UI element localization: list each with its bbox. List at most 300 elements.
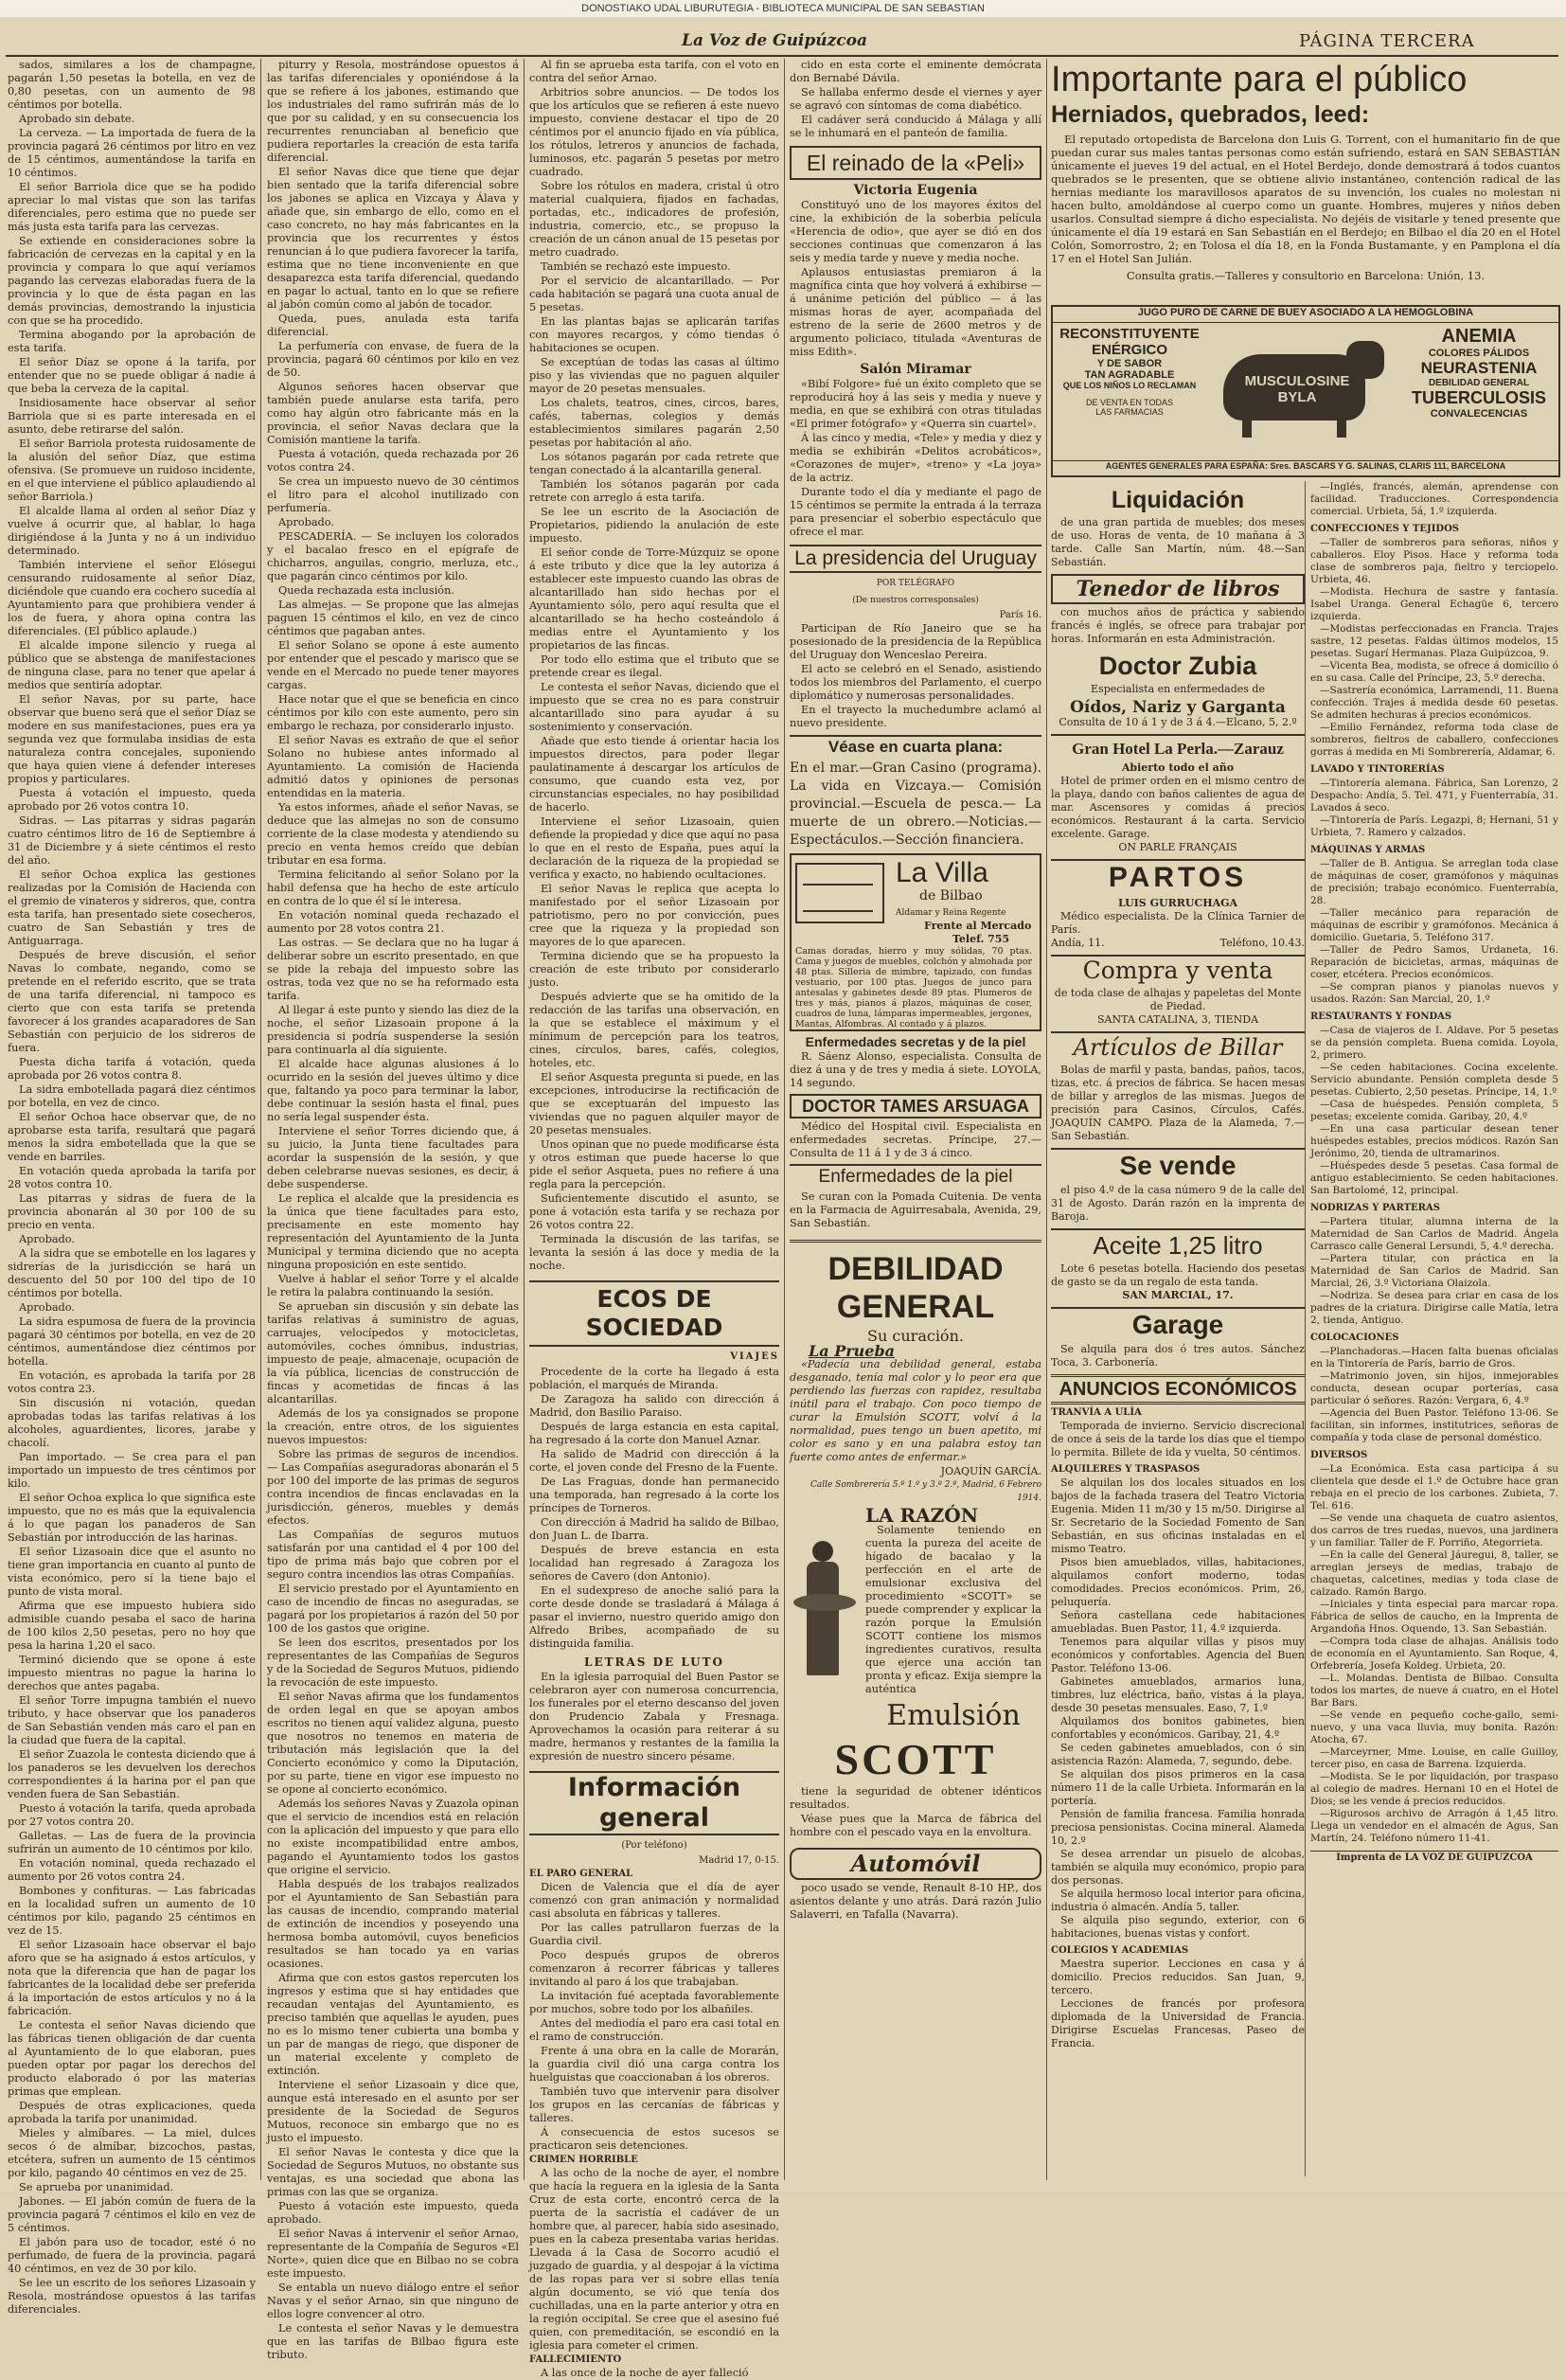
- paragraph: El señor Lizasoain hace observar el bajo aforo que se ha asignado á estos artículos, y nota que la diferencia que han de pagar los fabricantes de la localidad debe ser preferida á la importación de estos artículos y no á la fabricación.: [8, 1939, 256, 2017]
- paragraph: piturry y Resola, mostrándose opuestos á las tarifas diferenciales y oponiéndose á la que se refiere á los jabones, estimando que los industriales del ramo sufrirán más de lo que por su calidad, y en su consecuencia los recurrentes renunciaban al beneficio que pudiera reportarles la creación de esta tarifa diferencial.: [267, 59, 519, 164]
- testimony-address: Calle Sombrerería 5.º 1.º y 3.º 2.º, Madrid, 6 Febrero 1914.: [810, 1480, 1041, 1503]
- paragraph: Puesta á votación, queda rechazada por 26 votos contra 24.: [267, 448, 519, 474]
- alquileres-list: [1051, 1476, 1305, 1941]
- paragraph: —L. Molandas. Dentista de Bilbao. Consulta todos los martes, de nueve á cuatro, en el Hotel Bar Bars.: [1310, 1673, 1558, 1709]
- paragraph: En votación nominal queda rechazado el aumento por 28 votos contra 21.: [267, 909, 519, 935]
- paragraph: Puesta dicha tarifa á votación, queda aprobada por 26 votos contra 8.: [8, 1056, 256, 1082]
- prueba-title: La Prueba: [809, 1342, 896, 1360]
- piel-text: Se curan con la Pomada Cuitenia. De venta en la Farmacia de Aguirresabala, Avenida, 29, San Sebastián.: [790, 1190, 1041, 1229]
- musculosine-right2: COLORES PÁLIDOS: [1428, 348, 1530, 359]
- uruguay-byline2: (De nuestros corresponsales): [852, 596, 979, 605]
- paragraph: —Casa de huéspedes. Pensión completa, 5 pesetas; excelente comida. Garibay, 20, 4.º: [1310, 1099, 1558, 1122]
- paragraph: Puesto á votación este impuesto, queda aprobado.: [267, 2200, 519, 2226]
- paragraph: Se crea un impuesto nuevo de 30 céntimos el litro para el alcohol inutilizado con perfumería.: [267, 475, 519, 514]
- paragraph: Se hallaba enfermo desde el viernes y ayer se agravó con síntomas de coma diabético.: [790, 86, 1041, 112]
- paragraph: Con dirección á Madrid ha salido de Bilbao, don Juan L. de Ibarra.: [529, 1516, 779, 1542]
- diversos-list: [1310, 1463, 1558, 1845]
- cuarta-text: En el mar.—Gran Casino (programa). La vida en Vizcaya.— Comisión provincial.—Escuela de pesca.— La muerte de un obrero.—Noticias.— Espectáculos.—Sección financiera.: [790, 761, 1041, 848]
- paragraph: En votación queda aprobada la tarifa por 28 votos contra 10.: [8, 1165, 256, 1190]
- paragraph: —Partera titular, con práctica en la Maternidad de San Carlos de Madrid. San Marcial, 26, 3.º Victoriana Olaizola.: [1310, 1253, 1558, 1289]
- razon-title: LA RAZÓN: [865, 1504, 978, 1527]
- paragraph: «Bibí Folgore» fué un éxito completo que se reproducirá hoy á las seis y media y nueve y media, en que se exhibirá con otras tituladas «El primer fotógrafo» y «Querra sin cuartel».: [790, 378, 1041, 430]
- paragraph: Interviene el señor Lizasoain y dice que, aunque está interesado en el asunto por ser presidente de la Sociedad de Seguros Mutuos, reconoce sin embargo que no es justo el impuesto.: [267, 2079, 519, 2144]
- r3-list: [1310, 981, 1558, 1006]
- lavado-title: LAVADO Y TINTORERÍAS: [1310, 764, 1445, 775]
- paragraph: Poco después grupos de obreros comenzaron á recorrer fábricas y talleres invitando al paro á los que trabajaban.: [529, 1949, 779, 1988]
- prueba-text: «Padecía una debilidad general, estaba desganado, tenía mal color y lo peor era que perdiendo las fuerzas con rapidez, resultaba inútil para el trabajo. Con poco tiempo de curar la Emulsión SCOTT, volví á la normalidad, pues tengo un buen apetito, mi color es sano y en una palabra estoy tan fuerte como antes de enfermar.»: [790, 1358, 1041, 1463]
- uruguay-title: La presidencia del Uruguay: [790, 545, 1041, 573]
- paragraph: El señor Navas le replica que acepta lo manifestado por el señor Lizasoain por patriotismo, pero no por convicción, pues cree que la riqueza y la propiedad son mayores de lo que aparecen.: [529, 883, 779, 948]
- peli-text: [790, 199, 1041, 359]
- paragraph: Vuelve á hablar el señor Torre y el alcalde le retira la palabra continuando la sesión.: [267, 1273, 519, 1298]
- paragraph: —Modistas perfeccionadas en Francia. Trajes sastre, 12 pesetas. Faldas últimos modelos, 15 pesetas. Sugarí Hermanas. Plaza Guipúzcoa, 9.: [1310, 623, 1558, 659]
- paragraph: Alquilamos dos bonitos gabinetes, bien confortables y económicos. Garibay, 21, 4.º: [1051, 1715, 1305, 1741]
- paragraph: El señor Torre impugna también el nuevo tributo, y hace observar que los panaderos de San Sebastián venden más caro el pan en la ciudad que fuera de la capital.: [8, 1694, 256, 1746]
- ox-illustration: [1204, 335, 1394, 439]
- paragraph: Aprobado.: [19, 1301, 75, 1314]
- masthead-rule: [6, 55, 1558, 57]
- paragraph: Constituyó uno de los mayores éxitos del cine, la exhibición de la soberbia película «Herencia de odio», que ayer se dió en dos secciones continuas que comenzaron á las seis y media tarde y nueve y media noche.: [790, 199, 1041, 264]
- billar-text: Bolas de marfil y pasta, bandas, paños, tacos, tizas, etc. á precios de fábrica. Se hacen mesas de billar y arreglos de las mismas. Juegos de precisión para Casinos, Círculos, Cafés. JOAQUÍN CAMPO. Plaza de la Alameda, 7.—San Sebastián.: [1051, 1064, 1305, 1142]
- debilidad-sub: Su curación.: [867, 1327, 964, 1345]
- paragraph: —Marceyrner, Mme. Louise, en calle Guilloy, tercer piso, en casa de Barrena. Izquierda.: [1310, 1746, 1558, 1770]
- paragraph: Se extiende en consideraciones sobre la fabricación de cervezas en la capital y en la provincia y compara lo que aquí veríamos pagando las cervezas elaboradas fuera de la provincia y lo que de ésta pagan en las demás provincias, demostrando la injusticia con que se ha procedido.: [8, 235, 256, 327]
- paragraph: Se lee un escrito de la Asociación de Propietarios, pidiendo la anulación de este impuesto.: [529, 506, 779, 545]
- paragraph: Se alquila piso segundo, exterior, con 6 habitaciones, buenas vistas y confort.: [1051, 1914, 1305, 1940]
- alquileres-title: ALQUILERES Y TRASPASOS: [1051, 1464, 1201, 1475]
- paragraph: La perfumería con envase, de fuera de la provincia, pagará 60 céntimos por kilo en vez de 50.: [267, 340, 519, 379]
- paragraph: El señor Asquesta pregunta si puede, en las excepciones, introducirse la rectificación de que se exceptuarán del impuesto las viviendas que no paguen alquiler mayor de 20 pesetas mensuales.: [529, 1071, 779, 1136]
- partos-tel: Teléfono, 10.43.: [1219, 937, 1305, 949]
- partos-addr: Andía, 11.: [1051, 937, 1105, 949]
- paragraph: Al fin se aprueba esta tarifa, con el voto en contra del señor Arnao.: [529, 59, 779, 84]
- paragraph: Aprobado.: [19, 1233, 75, 1245]
- paragraph: —Modista. Hechura de sastre y fantasía. Isabel Uranga. General Echagüe 6, tercero izquierda.: [1310, 586, 1558, 622]
- paragraph: Terminada la discusión de las tarifas, se levanta la sesión á las doce y media de la noche.: [529, 1233, 779, 1272]
- vende-title: Se vende: [1051, 1148, 1305, 1182]
- lavado-list: [1310, 778, 1558, 839]
- paragraph: Por todo ello estima que el tributo que se pretende crear es ilegal.: [529, 653, 779, 679]
- paragraph: —Casa de viajeros de I. Aldave. Por 5 pesetas se da pensión completa. Buena comida. Loyola, 2, primero.: [1310, 1025, 1558, 1061]
- maquinas-list: [1310, 858, 1558, 981]
- bed-illustration: [795, 863, 884, 923]
- paragraph: La cerveza. — La importada de fuera de la provincia pagará 26 céntimos por litro en vez de 15 céntimos, aumentándose la tarifa en 10 céntimos.: [8, 127, 256, 179]
- paragraph: El señor Navas afirma que los fundamentos de orden legal en que se apoyan ambos escritos no tienen aquí validez alguna, puesto que nosotros no tenemos en materia de tributación más legislación que la del Concierto económico y como la Diputación, por su parte, tiene en vigor ese impuesto no se opone al concierto económico.: [267, 1691, 519, 1796]
- restaurantes-title: RESTAURANTS Y FONDAS: [1310, 1011, 1452, 1022]
- paragraph: Le replica el alcalde que la presidencia es la única que tiene facultades para esto, precisamente en este momento hay representación del Ayuntamiento de la Junta Municipal y termina diciendo que no acepta ninguna proposición en este sentido.: [267, 1192, 519, 1271]
- paragraph: El alcalde llama al orden al señor Díaz y vuelve á ocurrir que, al hablar, lo haga dirigiéndose á la Junta y no á un individuo determinado.: [8, 505, 256, 557]
- paragraph: El señor Navas, por su parte, hace observar que bueno será que el señor Díaz se modere en sus manifestaciones, pues era ya segunda vez que formulaba insidias de esta naturaleza contra concejales, suponiendo que haya quien viene á defender intereses propios y particulares.: [8, 693, 256, 785]
- paragraph: Después de breve discusión, el señor Navas lo combate, negando, como se pretende en el referido escrito, que se trata de una tarifa diferencial, ni tampoco es cierto que con esta tarifa se pretenda favorecer á los grandes acaparadores de San Sebastián con perjuicio de los sidreros de fuera.: [8, 949, 256, 1054]
- paragraph: Sidras. — Las pitarras y sidras pagarán cuatro céntimos litro de 16 de Septiembre á 31 de Diciembre y á siete céntimos el resto del año.: [8, 814, 256, 867]
- tranvia-title: TRANVÍA A ULÍA: [1051, 1407, 1142, 1418]
- billar-title: Artículos de Billar: [1051, 1031, 1305, 1062]
- info-death: A las once de la noche de ayer falleció: [541, 2367, 749, 2379]
- paragraph: Algunos señores hacen observar que también puede anularse esta tarifa, pero como hay algún otro fabricante más en la provincia, el señor Navas declara que la Comisión mantiene la tarifa.: [267, 381, 519, 446]
- page-label: PÁGINA TERCERA: [1299, 31, 1475, 51]
- musculosine-foot: AGENTES GENERALES PARA ESPAÑA: Sres. BASCARS Y G. SALINAS, CLARIS 111, BARCELONA: [1053, 460, 1558, 475]
- paragraph: Puesta á votación el impuesto, queda aprobado por 26 votos contra 10.: [8, 787, 256, 813]
- paragraph: Se ceden gabinetes amueblados, con ó sin asistencia Razón: Alameda, 7, segundo, debe.: [1051, 1742, 1305, 1767]
- paragraph: También interviene el señor Elósegui censurando ruidosamente al señor Díaz, diciéndole que cuando era cochero sucedía al Ayuntamiento para que prohibiera vender á los de fuera, y ahora opina contra las diferenciales. (El público aplaude.): [8, 559, 256, 637]
- paragraph: La sidra espumosa de fuera de la provincia pagará 30 céntimos por botella, en vez de 20 céntimos, aumentándose diez céntimos por botella.: [8, 1315, 256, 1368]
- paragraph: —Taller de B. Antigua. Se arreglan toda clase de máquinas de coser, gramófonos y máquinas de precisión; trabajo económico. Fuenterrabía, 28.: [1310, 858, 1558, 906]
- paragraph: Lecciones de francés por profesora diplomada de la Universidad de Francia. Dirigirse Escuelas Francesas, Paseo de Francia.: [1051, 1997, 1305, 2049]
- info-items: [529, 1881, 779, 2153]
- paragraph: Jabones. — El jabón común de fuera de la provincia pagará 7 céntimos el kilo en vez de 5 céntimos.: [8, 2195, 256, 2234]
- paragraph: —Inglés, francés, alemán, aprendense con facilidad. Traducciones. Correspondencia comercial. Urbieta, 5á, 1.º izquierda.: [1310, 481, 1558, 517]
- sociedad-items: [529, 1366, 779, 1651]
- paragraph: Unos opinan que no puede modificarse ésta y otros estiman que puede hacerse lo que pide el señor Asqueta, pues no refiere á una regla para la percepción.: [529, 1138, 779, 1190]
- miramar-text: [790, 378, 1041, 539]
- paragraph: Terminó diciendo que se opone á este impuesto mientras no pague la harina lo derechos que antes pagaba.: [8, 1654, 256, 1692]
- musculosine-left1: RECONSTITUYENTE: [1059, 326, 1200, 342]
- musculosine-left2: ENÉRGICO: [1091, 342, 1167, 358]
- paragraph: —Compra toda clase de alhajas. Análisis todo de economía en el Ayuntamiento. San Roque, 4, Orfebrería, Josefa Koldeg. Urbieta, 20.: [1310, 1636, 1558, 1672]
- tames-title: DOCTOR TAMES ARSUAGA: [790, 1094, 1041, 1118]
- paragraph: Durante todo el día y mediante el pago de 15 céntimos se permite la entrada á la terraza para presenciar el soberbio espectáculo que ofrece el mar.: [790, 486, 1041, 538]
- paragraph: También los sótanos pagarán por cada retrete con arreglo á esta tarifa.: [529, 478, 779, 504]
- paragraph: Interviene el señor Torres diciendo que, á su juicio, la Junta tiene facultades para acordar la suspensión de la sesión, y que deben celebrarse nuevas sesiones, es decir, á debe suspenderse.: [267, 1125, 519, 1190]
- paragraph: —Se vende una chaqueta de cuatro asientos, dos carros de tres ruedas, nuevos, una jardinera y un familiar. Taller de F. Porriño, Ategorrieta.: [1310, 1512, 1558, 1548]
- paragraph: Gabinetes amueblados, armarios luna, timbres, luz eléctrica, baño, vistas á la playa, desde 30 pesetas mensuales. Easo, 7, 1.º: [1051, 1675, 1305, 1714]
- paragraph: El señor Navas á intervenir el señor Arnao, representante de la Compañía de Seguros «El Norte», quien dice que en Bilbao no se cobra este impuesto.: [267, 2228, 519, 2280]
- paragraph: Mieles y almíbares. — La miel, dulces secos ó de almíbar, bizcochos, pastas, etcétera, sufren un aumento de 15 céntimos por kilo, pagando 40 céntimos en vez de 25.: [8, 2127, 256, 2179]
- paragraph: De Zaragoza ha salido con dirección á Madrid, don Basilio Paraiso.: [529, 1393, 779, 1419]
- uruguay-byline: POR TELÉGRAFO: [876, 579, 955, 588]
- aceite-text: Lote 6 pesetas botella. Haciendo dos pesetas de gasto se da un regalo de esta tanda.: [1051, 1262, 1305, 1288]
- paragraph: —Se ceden habitaciones. Cocina excelente. Servicio abundante. Pensión completa desde 5 pesetas. Cubierto, 2,50 pesetas. Príncipe, 14, 1.º: [1310, 1062, 1558, 1098]
- paragraph: Puesto á votación la tarifa, queda aprobada por 27 votos contra 20.: [8, 1802, 256, 1828]
- herniados-text: El reputado ortopedista de Barcelona don Luis G. Torrent, con el humanitario fin de que puedan curar sus males tantas personas como están sufriendo, estará en SAN SEBASTIÁN únicamente el jueves 19 del actual, en el Hotel Berdejo, donde demostrará á todos cuantos quebrados se le presenten, que se obtiene alivio instantáneo, contención radical de las hernias mediante los maravillosos aparatos de su invención, los cuales no molestan ni hacen bulto, amoldándose al cuerpo como un guante. Hombres, mujeres y niños deben usarlos. Consultad siempre á dicho especialista. No dejéis de visitarle y tened presente que únicamente el día 19 estará en San Sebastián en el Berdejo; en Bilbao el día 20 en el Hotel Colón, Somorrostro, 2; en Tolosa el día 18, en la Fonda Bustamante, y en Pamplona el día 17 en el Hotel San Julián.: [1051, 133, 1560, 265]
- column-3: [529, 59, 779, 2379]
- villa-sub2: Aldamar y Reina Regente: [896, 908, 1006, 918]
- paragraph: En las plantas bajas se aplicarán tarifas con mayores recargos, y cómo tiendas ó habitaciones se ocupen.: [529, 315, 779, 354]
- ads-column: [1051, 481, 1306, 2176]
- paragraph: —Huéspedes desde 5 pesetas. Casa formal de antiguo establecimiento. Se ceden habitaciones. San Bartolomé, 12, principal.: [1310, 1160, 1558, 1196]
- compra-title: Compra y venta: [1051, 955, 1305, 985]
- villa-sub: de Bilbao: [919, 888, 983, 904]
- paragraph: De Las Fraguas, donde han permanecido una temporada, han regresado á la corte los príncipes de Torneros.: [529, 1476, 779, 1514]
- paragraph: —Iniciales y tinta especial para marcar ropa. Fábrica de sellos de caucho, en la Imprenta de Argandoña Hnos. Oquendo, 13. San Sebastián.: [1310, 1599, 1558, 1635]
- compra-addr: SANTA CATALINA, 3, TIENDA: [1096, 1013, 1259, 1026]
- testimony-signature: JOAQUÍN GARCÍA.: [940, 1465, 1041, 1477]
- liquidacion-title: Liquidación: [1111, 487, 1245, 513]
- paragraph: —Tintorería alemana. Fábrica, San Lorenzo, 2 Despacho: Andía, 5. Tel. 471, y Fuenterrabía, 31. Lavados á seco.: [1310, 778, 1558, 814]
- info-byline: (Por teléfono): [621, 1840, 687, 1851]
- paragraph: —Nodriza. Se desea para criar en casa de los padres de la criatura. Dirigirse calle Matía, letra 2, tienda, Antiguo.: [1310, 1290, 1558, 1326]
- info-crime: A las ocho de la noche de ayer, el nombre que hacía la reguera en la iglesia de la Santa Cruz de esta corte, encontró cerca de la puerta de la sacristía el cadáver de un hombre que, al parecer, había sido asesinado, pues en la cabeza presentaba varias heridas. Llevada á la Casa de Socorro acudió el juzgado de guardia, y al despojar á la víctima de las ropas para ver si sobre ellas tenía algún documento, se vió que tenía dos cuchilladas, una en la parte anterior y otra en la región occipital. Se cree que el asesino fué quien, con premeditación, se escondió en la iglesia para cometer el crimen.: [529, 2167, 779, 2352]
- perla-sub: Abierto todo el año: [1121, 761, 1235, 774]
- paragraph: Frente á una obra en la calle de Morarán, la guardia civil dió una carga contra los huelguistas que coaccionaban á los obreros.: [529, 2045, 779, 2084]
- importante-title: Importante para el público: [1051, 60, 1468, 99]
- scott-text: tiene la seguridad de obtener idénticos resultados.: [790, 1785, 1041, 1811]
- tranvia-text: Temporada de invierno. Servicio discrecional de once á seis de la tarde los días que el tiempo lo permita. Billete de ida y vuelta, 50 céntimos.: [1051, 1420, 1305, 1458]
- paragraph: El jabón para uso de tocador, esté ó no perfumado, de fuera de la provincia, pagará 40 céntimos, en vez de 30 por kilo.: [8, 2236, 256, 2275]
- paragraph: En votación nominal, queda rechazado el aumento por 26 votos contra 24.: [8, 1857, 256, 1883]
- paragraph: Además los señores Navas y Zuazola opinan que el servicio de incendios está en relación con la aplicación del impuesto y que para ello no existe incompatibilidad entre ambos, pagando el Ayuntamiento todos los gastos que origine el servicio.: [267, 1798, 519, 1876]
- musculosine-right3: NEURASTENIA: [1420, 359, 1538, 377]
- peli-subtitle: Victoria Eugenia: [853, 183, 978, 198]
- paragraph: La sidra embotellada pagará diez céntimos por botella, en vez de cinco.: [8, 1083, 256, 1109]
- fish-icon: [793, 1594, 856, 1611]
- cuarta-title: Véase en cuarta plana:: [790, 735, 1041, 758]
- paragraph: El señor Barriola protesta ruidosamente de la alusión del señor Díaz, que estima ofensiva. (Se promueve un ruidoso incidente, en el que interviene el público aplaudiendo al señor Barriola.): [8, 438, 256, 503]
- paragraph: Los chalets, teatros, cines, circos, bares, cafés, tabernas, colegios y demás establecimientos similares pagarán 2,50 pesetas por habitación al año.: [529, 397, 779, 449]
- villa-text: Camas doradas, hierro y muy sólidas, 70 ptas. Cama y juegos de muebles, colchón y almohada por 48 ptas. Silleria de mimbre, tapizado, con fundas vestuario, por 100 ptas. Juegos de junco para antesalas y gabinetes desde 89 ptas. Plumeros de tres y más, pianos á plazos, máquinas de coser, cuadros de luna, lámparas impermeables, jergones, Mantas, Alfombras. Al contado y á plazos.: [795, 946, 1032, 1029]
- paragraph: El señor Solano se opone á este aumento por entender que el pescado y marisco que se vende en el Mercado no puede tener mayores cargas.: [267, 639, 519, 691]
- compra-text: de toda clase de alhajas y papeletas del Monte de Piedad.: [1054, 987, 1302, 1012]
- automovil-text: poco usado se vende, Renault 8-10 HP., dos asientos delante y uno atrás. Dará razón Julio Salaverri, en Tafalla (Navarra).: [790, 1882, 1041, 1921]
- paragraph: Suficientemente discutido el asunto, se pone á votación esta tarifa y se rechaza por 26 votos contra 22.: [529, 1192, 779, 1231]
- paragraph: Después de breve estancia en esta localidad han regresado á Zaragoza los señores de Cavero (don Antonio).: [529, 1544, 779, 1583]
- paragraph: Se entabla un nuevo diálogo entre el señor Navas y el señor Arnao, sin que ninguno de ellos logre convencer al otro.: [267, 2282, 519, 2320]
- secretas-text: R. Sáenz Alonso, especialista. Consulta de diez á una y de tres y media á siete. LOYOLA, 14 segundo.: [790, 1050, 1041, 1089]
- scott-word: Emulsión: [886, 1699, 1021, 1732]
- zubia-consulta: Consulta de 10 á 1 y de 3 á 4.—Elcano, 5, 2.º: [1059, 716, 1297, 728]
- paragraph: —Partera titular, alumna interna de la Maternidad de San Carlos de Madrid. Ángela Carrasco calle General Lersundi, 5, 4.º derecha.: [1310, 1216, 1558, 1252]
- paragraph: Al llegar á este punto y siendo las diez de la noche, el señor Lizasoain propone á la presidencia si podría suspenderse la sesión para continuarla al día siguiente.: [267, 1004, 519, 1056]
- paragraph: El señor Navas es extraño de que el señor Solano no hubiese antes informado al Ayuntamiento. La comisión de Hacienda admitió datos y opiniones de personas entendidas en la materia.: [267, 734, 519, 799]
- musculosine-brand: MUSCULOSINE BYLA: [1244, 373, 1350, 405]
- herniados-ad: [1051, 59, 1560, 305]
- partos-text: Médico especialista. De la Clínica Tarnier de París.: [1051, 910, 1305, 936]
- paragraph: Pisos bien amueblados, villas, habitaciones, alquilamos confort moderno, todas comodidades. Precios económicos. Prim, 26, peluquería.: [1051, 1556, 1305, 1608]
- paragraph: El señor Navas le contesta y dice que la Sociedad de Seguros Mutuos, no obstante sus ventajas, es una sociedad que abona las primas con las que se organiza.: [267, 2146, 519, 2198]
- paragraph: Hace notar que el que se beneficia en cinco céntimos por kilo con este aumento, pero sin embargo le rechaza, por considerarlo injusto.: [267, 693, 519, 732]
- paragraph: Afirma que ese impuesto hubiera sido admisible cuando pesaba el saco de harina de 100 kilos 2,50 pesetas, pero no hoy que pesa la harina 1,20 el saco.: [8, 1600, 256, 1652]
- column-rule: [524, 59, 525, 2180]
- musculosine-right4: DEBILIDAD GENERAL: [1428, 378, 1530, 388]
- paragraph: Aplausos entusiastas premiaron á la magnífica cinta que hoy volverá á exhibirse — á unánime petición del público — á las mismas horas de ayer, acompañada del estreno de la serie de 2600 metros y de argumento policiaco, titulada «Aventuras de miss Edith».: [790, 266, 1041, 358]
- peli-title: El reinado de la «Peli»: [790, 146, 1041, 180]
- musculosine-left3: Y DE SABOR: [1096, 358, 1163, 369]
- paragraph: A la sidra que se embotelle en los lagares y sidrerías de la jurisdicción se hará un descuento del 50 por 100 del tipo de 10 céntimos por botella.: [8, 1247, 256, 1299]
- info-title: Información general: [529, 1771, 779, 1835]
- column-1: [8, 59, 256, 2316]
- razon-text: Solamente teniendo en cuenta la pureza del aceite de hígado de bacalao y la perfección en el arte de emulsionar exclusiva del procedimiento «SCOTT» se puede comprender y explicar la razón porque la Emulsión SCOTT contiene los mismos ingredientes curativos, resulta que ejerce una acción tan pronta y eficaz. Exija siempre la auténtica: [865, 1524, 1041, 1695]
- paragraph: Pan importado. — Se crea para el pan importado un impuesto de tres céntimos por kilo.: [8, 1451, 256, 1490]
- paragraph: PESCADERÍA. — Se incluyen los colorados y el bacalao fresco en el epígrafe de chicharros, anguilas, congrio, merluza, etc., que pagarán cinco céntimos por kilo.: [267, 530, 519, 582]
- paragraph: El señor Navas dice que tiene que dejar bien sentado que la tarifa diferencial sobre los jabones se aplica en Vizcaya y Álava y añade que, sin embargo de ello, como en el caso concreto, no hay más fabricantes en la provincia que los recurrentes y éstos renuncian á lo que pudiera favorecer la tarifa, estima que no tiene inconveniente en que desaparezca esta tarifa diferencial, quedando en pagar lo actual, tanto en lo que se refiere al jabón común como al jabón de tocador.: [267, 166, 519, 311]
- paragraph: —Taller de Pedro Samos, Urdaneta, 16. Reparación de bicicletas, armas, máquinas de coser, etcétera. Precios económicos.: [1310, 944, 1558, 980]
- col3-top: [529, 59, 779, 1273]
- paragraph: Sin discusión ni votación, quedan aprobadas todas las tarifas relativas á los alcoholes, aguardientes, licores, jarabe y chacolí.: [8, 1397, 256, 1449]
- paragraph: —Vicenta Bea, modista, se ofrece á domicilio ó en su casa. Calle del Príncipe, 23, 5.º derecha.: [1310, 660, 1558, 684]
- garage-text: Se alquila para dos ó tres autos. Sánchez Toca, 3. Carbonería.: [1051, 1343, 1305, 1369]
- secretas-title: Enfermedades secretas y de la piel: [805, 1034, 1026, 1049]
- musculosine-left6: DE VENTA EN TODAS: [1085, 398, 1174, 407]
- paragraph: Sobre los rótulos en madera, cristal ú otro material cualquiera, fijados en fachadas, portadas, etc., indicadores de profesión, industria, comercio, etc., se propuso la creación de un cánon anual de 15 pesetas por metro cuadrado.: [529, 180, 779, 259]
- paragraph: —Rigurosos archivo de Arragón á 1,45 litro. Llega un vendedor en el almacén de Agus, San Martín, 24. Teléfono número 11-41.: [1310, 1808, 1558, 1844]
- paragraph: El señor Barriola dice que se ha podido apreciar lo mal vistas que son las tarifas diferenciales, pero estima que no puede ser más justa esta tarifa para las cervezas.: [8, 181, 256, 233]
- paragraph: Después advierte que se ha omitido de la redacción de las tarifas una observación, en la que se establece el máximum y el mínimum de percepción para los teatros, cines, círculos, bares, cafés, colegios, hoteles, etc.: [529, 991, 779, 1069]
- perla-foot: ON PARLE FRANÇAIS: [1118, 841, 1237, 853]
- herniados-title: Herniados, quebrados, leed:: [1051, 101, 1370, 128]
- paragraph: La invitación fué aceptada favorablemente por muchos, sobre todo por los albañiles.: [529, 1990, 779, 2015]
- column-rule: [784, 59, 785, 2180]
- luto-title: LETRAS DE LUTO: [584, 1655, 724, 1669]
- paragraph: El cadáver será conducido á Málaga y allí se le inhumará en el panteón de familia.: [790, 114, 1041, 139]
- perla-text: Hotel de primer orden en el mismo centro de la playa, dando con baños calientes de agua de mar. Ascensores y comidas á precios económicos. Restaurant á la carta. Servicio excelente. Garage.: [1051, 775, 1305, 840]
- paragraph: El señor Ochoa hace observar que, de no aprobarse esta tarifa, resultará que pagará menos la sidra embotellada que la que se vende en barriles.: [8, 1111, 256, 1163]
- paragraph: Además de los ya consignados se propone la creación, entre otros, de los siguientes nuevos impuestos:: [267, 1407, 519, 1446]
- col4-top: [790, 59, 1041, 140]
- paragraph: Le contesta el señor Navas y le demuestra que en las tarifas de Bilbao figura este tributo.: [267, 2322, 519, 2361]
- paragraph: Le contesta el señor Navas, diciendo que el impuesto que se crea no es para construir alcantarillado sino para ayudar á su sostenimiento y conservación.: [529, 681, 779, 733]
- info-date: Madrid 17, 0-15.: [699, 1855, 779, 1866]
- paragraph: Termina diciendo que se ha propuesto la creación de este tributo por considerarlo justo.: [529, 950, 779, 989]
- paragraph: El señor Lizasoain dice que el asunto no tiene gran importancia en cuanto al punto de vista económico, pero sí la tiene bajo el punto de vista moral.: [8, 1546, 256, 1598]
- paragraph: Á las cinco y media, «Tele» y media y diez y media se exhibirán «Delitos acrobáticos», «Corazones de mujer», «treno» y «La joya» de la actriz.: [790, 432, 1041, 484]
- masthead-title: La Voz de Guipúzcoa: [682, 31, 867, 50]
- paragraph: Por el servicio de alcantarillado. — Por cada habitación se pagará una cuota anual de 5 pesetas.: [529, 275, 779, 313]
- aceite-title: Aceite 1,25 litro: [1051, 1228, 1305, 1261]
- info-head-crimen: CRIMEN HORRIBLE: [529, 2155, 638, 2165]
- colocaciones-title: COLOCACIONES: [1310, 1333, 1399, 1343]
- paragraph: —Modista. Se le por liquidación, por traspaso al colegio de madres. Hernani 10 en el Hotel de Dios; se les vende á precios reducidos.: [1310, 1771, 1558, 1807]
- scott-man-fish-logo: [790, 1537, 860, 1717]
- paragraph: El señor Zuazola le contesta diciendo que á los panaderos se les devuelven los derechos correspondientes á la harina por el pan que venden fuera de San Sebastián.: [8, 1748, 256, 1800]
- paragraph: Á consecuencia de estos sucesos se practicaron seis detenciones.: [529, 2126, 779, 2152]
- paragraph: Después de larga estancia en esta capital, ha regresado á la corte don Manuel Aznar.: [529, 1421, 779, 1446]
- colocaciones-list: [1310, 1346, 1558, 1444]
- automovil-title: Automóvil: [790, 1848, 1041, 1880]
- partos-title: PARTOS: [1051, 859, 1305, 895]
- paragraph: Aprobado.: [278, 516, 334, 528]
- zubia-sub: Oídos, Nariz y Garganta: [1070, 698, 1286, 717]
- paragraph: Queda rechazada esta inclusión.: [278, 584, 454, 597]
- herniados-consulta: Consulta gratis.—Talleres y consultorio en Barcelona: Unión, 13.: [1126, 269, 1486, 282]
- villa-title: La Villa: [896, 857, 988, 888]
- tenedor-text: con muchos años de práctica y sabiendo francés é inglés, se ofrece para trabajar por horas. Informarán en esta Administración.: [1051, 606, 1305, 645]
- paragraph: El alcalde hace algunas alusiones á lo ocurrido en la sesión del jueves último y dice que, faltando ya poco para terminar la labor, debe continuar la sesión hasta el final, pues no sería legal suspender ésta.: [267, 1058, 519, 1123]
- villa-telef: Telef. 755: [952, 933, 1010, 945]
- paragraph: —Se vende en pequeño coche-gallo, semi-nuevo, y una vaca lluvia, muy bonita. Razón: Atocha, 67.: [1310, 1709, 1558, 1745]
- paragraph: Las ostras. — Se declara que no ha lugar á deliberar sobre un escrito presentado, en que se pide la rebaja del impuesto sobre las ostras, toda vez que no se ha reformado esta tarifa.: [267, 937, 519, 1002]
- paragraph: —Tintorería de París. Legazpi, 8; Hernani, 51 y Urbieta, 7. Ramero y calzados.: [1310, 814, 1558, 838]
- paragraph: Le contesta el señor Navas diciendo que las fábricas tienen obligación de dar cuenta al Ayuntamiento de lo que elaboran, pues pueden optar por pagar los derechos del producto elaborado ó por las materias primas que emplean.: [8, 2019, 256, 2098]
- paragraph: Arbitrios sobre anuncios. — De todos los que los artículos que se refieren á este nuevo impuesto, conviene destacar el tipo de 20 céntimos por el anuncio fijado en vía pública, los rótulos, letreros y anuncios de fachada, luminosos, etc. pagarán 5 pesetas por metro cuadrado.: [529, 86, 779, 178]
- paragraph: Afirma que con estos gastos repercuten los ingresos y estima que si hay entidades que recaudan ventajas del Ayuntamiento, es preciso también que aquellas le ayuden, pues no es lo mismo tener cubierta una bomba y un par de mangas de riego, que disponer de un material excelente y completo de extinción.: [267, 1972, 519, 2077]
- paragraph: Aprobado sin debate.: [19, 113, 135, 125]
- diversos-title: DIVERSOS: [1310, 1450, 1368, 1460]
- paragraph: Se aprueban sin discusión y sin debate las tarifas relativas á suministro de aguas, carruajes, velocípedos y motocicletas, automóviles, coches ómnibus, industrias, impuesto de peaje, almacenaje, ocupación de la vía pública, licencias de construcción de fincas y acometidas de fincas á las alcantarillas.: [267, 1300, 519, 1405]
- paragraph: —Taller de sombreros para señoras, niños y caballeros. Eloy Pisos. Hace y reforma toda clase de sombreros paja, fieltro y terciopelo. Urbieta, 46.: [1310, 537, 1558, 585]
- paragraph: El servicio prestado por el Ayuntamiento en caso de incendio de fincas no aseguradas, se pagará por los propietarios á razón del 50 por 100 de los gastos que origine.: [267, 1583, 519, 1635]
- liquidacion-text: de una gran partida de muebles; dos meses de uso. Horas de venta, de 10 mañana á 3 tarde. Calle San Martín, núm. 48.—San Sebastián.: [1051, 516, 1305, 568]
- paragraph: —La Económica. Esta casa participa á su clientela que desde el 1.º de Octubre hace gran rebaja en el precio de los carbones. Zubieta, 7. Tel. 616.: [1310, 1463, 1558, 1512]
- paragraph: Antes del mediodía el paro era casi total en el ramo de construcción.: [529, 2017, 779, 2043]
- paragraph: Por las calles patrullaron fuerzas de la Guardia civil.: [529, 1922, 779, 1947]
- paragraph: El señor Díaz se opone á la tarifa, por entender que no se puede obligar á nadie á que beba la cerveza de la capital.: [8, 356, 256, 395]
- column-rule: [1046, 59, 1047, 2180]
- paragraph: Las pitarras y sidras de fuera de la provincia abonarán al 30 por 100 de su precio en venta.: [8, 1192, 256, 1231]
- paragraph: También tuvo que intervenir para disolver los grupos en las cercanías de fábricas y talleres.: [529, 2085, 779, 2124]
- paragraph: Queda, pues, anulada esta tarifa diferencial.: [267, 313, 519, 338]
- paragraph: Se alquilan dos pisos primeros en la casa número 11 de la calle Urbieta. Informarán en la portería.: [1051, 1768, 1305, 1807]
- musculosine-right1: ANEMIA: [1441, 326, 1517, 347]
- luto-text: En la iglesia parroquial del Buen Pastor se celebraron ayer con numerosa concurrencia, los funerales por el eterno descanso del joven don Prudencio Zabala y Fresnaga. Aprovechamos la ocasión para reiterar á su madre, hermanos y restantes de la familia la expresión de nuestro sincero pésame.: [529, 1671, 779, 1763]
- perla-title: Gran Hotel La Perla.—Zarauz: [1051, 734, 1305, 760]
- paragraph: —En una casa particular desean tener huéspedes estables, precios módicos. Razón San Jerónimo, 20, tienda de ultramarinos.: [1310, 1123, 1558, 1159]
- uruguay-date: París 16.: [999, 610, 1041, 620]
- paragraph: Galletas. — Las de fuera de la provincia sufrirán un aumento de 10 céntimos por kilo.: [8, 1830, 256, 1855]
- info-head-paro: EL PARO GENERAL: [529, 1869, 633, 1879]
- aceite-addr: SAN MARCIAL, 17.: [1122, 1289, 1234, 1301]
- musculosine-ad: [1051, 305, 1560, 477]
- paragraph: Se alquila hermoso local interior para oficina, industria ó almacén. Andía 5, taller.: [1051, 1888, 1305, 1913]
- piel-title: Enfermedades de la piel: [790, 1164, 1041, 1189]
- paragraph: Se desea arrendar un pisuelo de alcobas, también se alquila muy económico, propio para dos personas.: [1051, 1848, 1305, 1887]
- paragraph: Sobre las primas de seguros de incendios. — Las Compañías aseguradoras abonarán el 5 por 100 del importe de las primas de seguros contra incendios de fincas enclavadas en la jurisdicción, géneros, muebles y demás efectos.: [267, 1448, 519, 1527]
- musculosine-line1: JUGO PURO DE CARNE DE BUEY ASOCIADO A LA HEMOGLOBINA: [1053, 307, 1558, 323]
- paragraph: En el sudexpreso de anoche salió para la corte desde donde se trasladará á Málaga á pasar el invierno, nuestro querido amigo don Alfredo Bribes, acompañado de su distinguida familia.: [529, 1584, 779, 1650]
- paragraph: Las almejas. — Se propone que las almejas paguen 15 céntimos el kilo, en vez de cinco céntimos que pagaban antes.: [267, 599, 519, 637]
- paragraph: Se lee un escrito de los señores Lizasoain y Resola, mostrándose opuestos á las tarifas diferenciales.: [8, 2277, 256, 2316]
- scott-text2: Véase pues que la Marca de fábrica del hombre con el pescado vaya en la envoltura.: [790, 1813, 1041, 1838]
- paragraph: —Emilio Fernández, reforma toda clase de sombreros, fieltros de caballero, confecciones gorras á medida en Mi Sombrerería, Aldamar, 6.: [1310, 722, 1558, 758]
- villa-ad: [790, 853, 1041, 1031]
- paragraph: Las Compañías de seguros mutuos satisfarán por una cantidad el 4 por 100 del tipo de prima más bajo que cobren por el seguro contra incendios las otras Compañías.: [267, 1529, 519, 1581]
- archive-header: DONOSTIAKO UDAL LIBURUTEGIA - BIBLIOTECA MUNICIPAL DE SAN SEBASTIAN: [0, 0, 1566, 17]
- paragraph: En el trayecto la muchedumbre aclamó al nuevo presidente.: [790, 704, 1041, 729]
- paragraph: Bombones y confituras. — Las fabricadas en la localidad sufren un aumento de 10 céntimos por kilo, pagando 25 céntimos en vez de 15.: [8, 1885, 256, 1937]
- tames-text: Médico del Hospital civil. Especialista en enfermedades secretas. Príncipe, 27.—Consulta de 11 á 1 y de 3 á cinco.: [790, 1120, 1041, 1159]
- paragraph: Habla después de los trabajos realizados por el Ayuntamiento de San Sebastián para las causas de incendio, comprando material de extinción de incendios y poseyendo una hermosa bomba automóvil, cuyos beneficios resultados se han tocado ya en varias ocasiones.: [267, 1878, 519, 1970]
- paragraph: Señora castellana cede habitaciones amuebladas. Buen Pastor, 11, 4.º izquierda.: [1051, 1609, 1305, 1635]
- imprenta: Imprenta de LA VOZ DE GUIPÚZCOA: [1310, 1851, 1558, 1864]
- paragraph: —Agencia del Buen Pastor. Teléfono 13-06. Se facilitan, sin informes, institutrices, señoras de compañía y toda clase de personal doméstico.: [1310, 1407, 1558, 1443]
- paragraph: —Sastrería económica, Larramendi, 11. Buena confección. Trajes á medida desde 60 pesetas. Se admiten hechuras á precios económicos.: [1310, 685, 1558, 721]
- musculosine-right6: CONVALECENCIAS: [1430, 408, 1528, 420]
- tenedor-title: Tenedor de libros: [1051, 574, 1305, 604]
- paragraph: El alcalde impone silencio y ruega al público que se abstenga de manifestaciones de ninguna clase, para no tener que apelar á medios que sentiría adoptar.: [8, 639, 256, 691]
- paragraph: Insidiosamente hace observar al señor Barriola que si es parte interesada en el asunto, debe retirarse del salón.: [8, 397, 256, 436]
- sociedad-title: ECOS DE SOCIEDAD: [529, 1280, 779, 1347]
- column-2: [267, 59, 519, 2361]
- paragraph: El señor conde de Torre-Múzquiz se opone á este tributo y dice que la ley autoriza á establecer este impuesto cuando las obras de alcantarillado han sido hechas por el Ayuntamiento sólo, pero aquí resulta que el alcantarillado se ha hecho costeándolo á medias entre el Ayuntamiento y los propietarios de las fincas.: [529, 546, 779, 652]
- paragraph: —Planchadoras.—Hacen falta buenas oficialas en la Tintorería de París, barrio de Gros.: [1310, 1346, 1558, 1369]
- villa-frente: Frente al Mercado: [924, 920, 1032, 932]
- paragraph: —Se compran pianos y pianolas nuevos y usados. Razón: San Marcial, 20, 1.º: [1310, 981, 1558, 1005]
- miramar-title: Salón Miramar: [860, 362, 971, 377]
- vende-text: el piso 4.º de la casa número 9 de la calle del 31 de Agosto. Darán razón en la imprenta de Baroja.: [1051, 1184, 1305, 1223]
- musculosine-left7: LAS FARMACIAS: [1095, 407, 1164, 417]
- zubia-text: Especialista en enfermedades de: [1091, 683, 1265, 695]
- paragraph: Se alquilan los dos locales situados en los bajos de la fachada trasera del Teatro Victoria Eugenia. Miden 11 m/30 y 15 m/50. Dirigirse al Sr. Secretario de la Sociedad Fomento de San Sebastián, en sus oficinas instaladas en el mismo Teatro.: [1051, 1476, 1305, 1555]
- paragraph: Dicen de Valencia que el día de ayer comenzó con gran animación y normalidad casi absoluta en fábricas y talleres.: [529, 1881, 779, 1920]
- confecciones-title: CONFECCIONES Y TEJIDOS: [1310, 524, 1460, 534]
- nodrizas-title: NODRIZAS Y PARTERAS: [1310, 1203, 1440, 1213]
- musculosine-right5: TUBERCULOSIS: [1411, 388, 1546, 407]
- paragraph: Añade que esto tiende á orientar hacia los impuestos directos, para poder llegar paulatinamente á descargar los artículos de consumo, que cuando esta vez, por circunstancias especiales, no hay posibilidad de hacerlo.: [529, 735, 779, 814]
- paragraph: Ha salido de Madrid con dirección á la corte, el joven conde del Fresno de la Fuente.: [529, 1448, 779, 1474]
- anuncios-title: ANUNCIOS ECONÓMICOS: [1051, 1374, 1305, 1405]
- paragraph: Se exceptúan de todas las casas al último piso y las viviendas que no paguen alquiler mayor de 20 pesetas mensuales.: [529, 356, 779, 395]
- info-head-fallecimiento: FALLECIMIENTO: [529, 2354, 622, 2365]
- paragraph: Tenemos para alquilar villas y pisos muy económicos y confortables. Agencia del Buen Pastor. Teléfono 13-06.: [1051, 1636, 1305, 1674]
- paragraph: —Matrimonio joven, sin hijos, inmejorables conducta, desean ocupar porterías, casa particular ó señores. Razón: Vergara, 6, 4.º: [1310, 1370, 1558, 1406]
- paragraph: —En la calle del General Jáuregui, 8, taller, se arreglan jerseys de medias, trabajo de chaquetas, calcetines, medias y toda clase de calzado. Ramón Bargo.: [1310, 1549, 1558, 1598]
- r2-list: [1310, 481, 1558, 518]
- viajes-label: VIAJES: [730, 1351, 779, 1362]
- paragraph: Termina felicitando al señor Solano por la habil defensa que ha hecho de este artículo en contra de lo que él sí le interesa.: [267, 868, 519, 907]
- classifieds-column: [1310, 481, 1558, 2176]
- paragraph: —Taller mecánico para reparación de máquinas de escribir y gramófonos. Mecánica á domicilio. Guetaria, 5. Teléfono 317.: [1310, 907, 1558, 943]
- colegios-list: [1051, 1958, 1305, 2050]
- maquinas-title: MÁQUINAS Y ARMAS: [1310, 845, 1426, 855]
